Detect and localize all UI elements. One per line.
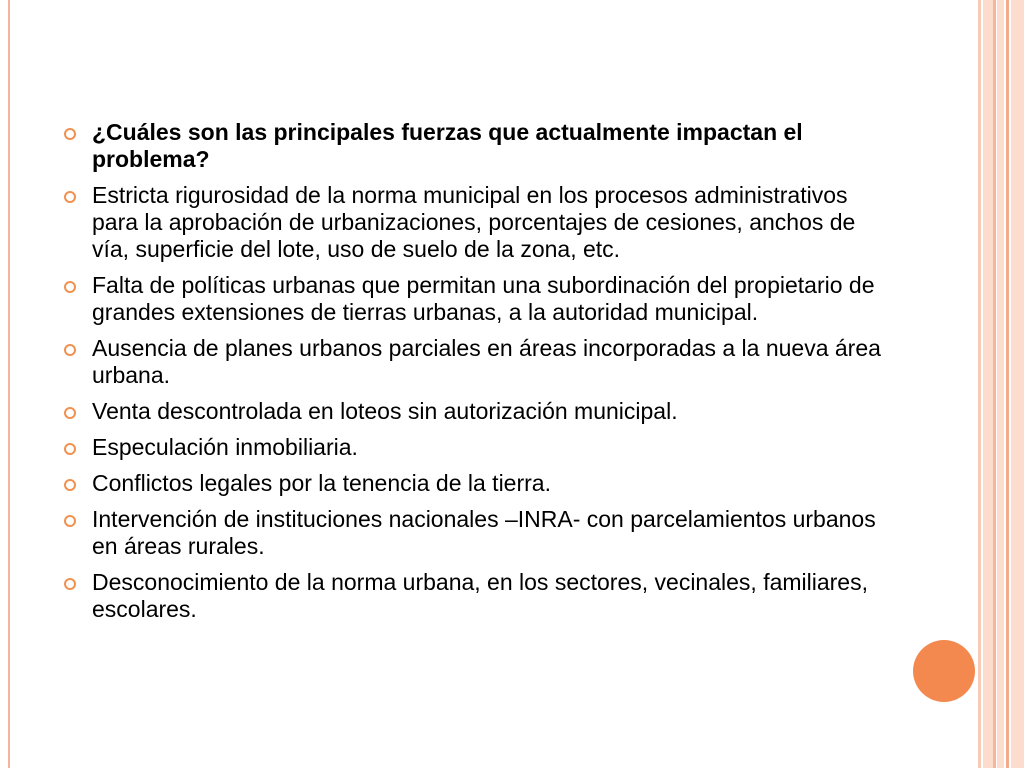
bullet-text: Desconocimiento de la norma urbana, en los sectores, vecinales, familiares, escolares. (92, 569, 868, 622)
right-stripe (993, 0, 996, 768)
bullet-text: ¿Cuáles son las principales fuerzas que actualmente impactan el problema? (92, 119, 803, 172)
bullet-text: Conflictos legales por la tenencia de la tierra. (92, 470, 551, 496)
circle-bullet-icon (64, 515, 76, 527)
bullet-item (62, 182, 892, 263)
bullet-list (62, 119, 892, 632)
bullet-text: Venta descontrolada en loteos sin autorización municipal. (92, 398, 678, 424)
right-stripe (978, 0, 981, 768)
bullet-item (62, 119, 892, 173)
right-stripe (1006, 0, 1009, 768)
bullet-text: Estricta rigurosidad de la norma municipal en los procesos administrativos para la aprobación de urbanizaciones, porcentajes de cesiones, anchos de vía, superficie del lote, uso de suelo de la zona, etc. (92, 182, 856, 262)
bullet-text: Especulación inmobiliaria. (92, 434, 358, 460)
circle-bullet-icon (64, 407, 76, 419)
circle-bullet-icon (64, 281, 76, 293)
left-accent-line (8, 0, 10, 768)
accent-circle (913, 640, 975, 702)
circle-bullet-icon (64, 443, 76, 455)
bullet-text: Ausencia de planes urbanos parciales en áreas incorporadas a la nueva área urbana. (92, 335, 881, 388)
bullet-item (62, 506, 892, 560)
bullet-item (62, 398, 892, 425)
circle-bullet-icon (64, 128, 76, 140)
bullet-item (62, 434, 892, 461)
right-stripe (997, 0, 1004, 768)
bullet-text: Intervención de instituciones nacionales –INRA- con parcelamientos urbanos en áreas rurales. (92, 506, 876, 559)
circle-bullet-icon (64, 578, 76, 590)
bullet-item (62, 569, 892, 623)
circle-bullet-icon (64, 344, 76, 356)
bullet-text: Falta de políticas urbanas que permitan una subordinación del propietario de grandes extensiones de tierras urbanas, a la autoridad municipal. (92, 272, 875, 325)
bullet-item (62, 335, 892, 389)
circle-bullet-icon (64, 479, 76, 491)
bullet-item (62, 272, 892, 326)
bullet-item (62, 470, 892, 497)
circle-bullet-icon (64, 191, 76, 203)
right-stripe (983, 0, 993, 768)
right-stripe (1011, 0, 1024, 768)
